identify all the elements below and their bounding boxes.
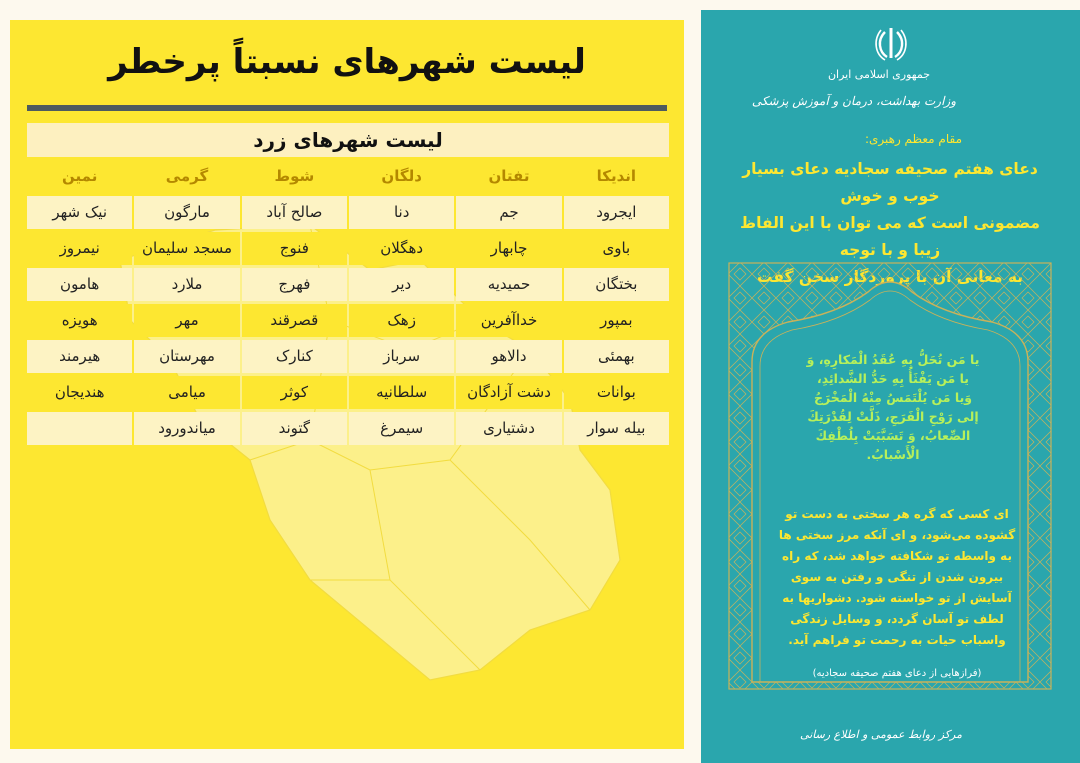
city-cell: جم <box>456 196 561 229</box>
quote-line: مضمونی است که می توان با این الفاظ زیبا و با توجه <box>740 214 1040 259</box>
city-cell: بمپور <box>564 304 669 337</box>
prayer-source: (فرازهایی از دعای هفتم صحیفه سجادیه) <box>812 668 982 679</box>
city-cell: بهمئی <box>564 340 669 373</box>
city-header-cell: اندیکا <box>596 167 637 185</box>
city-cell: ایجرود <box>564 196 669 229</box>
city-cell: مهرستان <box>134 340 239 373</box>
arabic-line: الْأَسْبابُ. <box>866 447 920 462</box>
city-cell <box>27 412 132 445</box>
leader-label: مقام معظم رهبری: <box>864 132 962 146</box>
persian-line: گشوده می‌شود، و ای آنکه مرز سختی ها <box>778 528 1016 542</box>
table-row <box>27 340 669 373</box>
city-cell: هیرمند <box>27 340 132 373</box>
table-body <box>27 160 669 445</box>
iran-emblem-icon <box>871 24 911 64</box>
table-header-row <box>27 160 669 193</box>
footer-credit: مرکز روابط عمومی و اطلاع رسانی <box>800 728 962 741</box>
title-divider <box>27 105 667 111</box>
table-row <box>27 232 669 265</box>
table-row <box>27 196 669 229</box>
city-cell: میاندورود <box>134 412 239 445</box>
city-cell: مارگون <box>134 196 239 229</box>
ministry-line-1: جمهوری اسلامی ایران <box>827 68 930 81</box>
table-row <box>27 304 669 337</box>
city-cell: ملارد <box>134 268 239 301</box>
city-cell: بوانات <box>564 376 669 409</box>
persian-translation <box>763 504 1031 651</box>
city-cell: نیمروز <box>27 232 132 265</box>
yellow-cities-panel <box>10 20 684 749</box>
city-cell: زهک <box>349 304 454 337</box>
city-cell: سیمرغ <box>349 412 454 445</box>
city-header-cell: گرمی <box>165 167 209 185</box>
city-cell: بختگان <box>564 268 669 301</box>
city-cell: خداآفرین <box>456 304 561 337</box>
city-cell: هامون <box>27 268 132 301</box>
city-cell: سرباز <box>349 340 454 373</box>
city-cell: فهرج <box>242 268 347 301</box>
city-cell: چابهار <box>456 232 561 265</box>
city-cell: صالح آباد <box>242 196 347 229</box>
city-cell: فنوج <box>242 232 347 265</box>
city-header-cell: تفتان <box>488 167 530 185</box>
persian-line: آسایش از تو خواسته شود. دشواریها به <box>782 591 1012 605</box>
city-cell: بیله سوار <box>564 412 669 445</box>
prayer-panel <box>701 10 1080 763</box>
arabic-line: یا مَن یَفْثَأُ بِهِ حَدُّ الشَّدائِدِ، <box>817 371 969 386</box>
persian-line: لطف تو آسان گردد، و وسایل زندگی <box>790 612 1004 626</box>
city-header-cell: دلگان <box>381 167 422 185</box>
persian-line: بیرون شدن از تنگی و رفتن به سوی <box>790 570 1004 584</box>
city-cell: نیک شهر <box>27 196 132 229</box>
ministry-line-2: وزارت بهداشت، درمان و آموزش پزشکی <box>751 94 956 108</box>
city-cell: کوثر <box>242 376 347 409</box>
city-cell: کنارک <box>242 340 347 373</box>
city-cell: دیر <box>349 268 454 301</box>
table-row <box>27 412 669 445</box>
city-cell: باوی <box>564 232 669 265</box>
city-cell: هندیجان <box>27 376 132 409</box>
yellow-cities-table <box>27 123 669 445</box>
persian-line: ای کسی که گره هر سختی به دست تو <box>785 507 1009 521</box>
city-cell: سلطانیه <box>349 376 454 409</box>
persian-line: به واسطه تو شکافته خواهد شد، که راه <box>782 549 1012 563</box>
table-row <box>27 376 669 409</box>
city-cell: حمیدیه <box>456 268 561 301</box>
city-header-cell: شوط <box>274 167 315 185</box>
table-heading: لیست شهرهای زرد <box>27 123 669 157</box>
city-cell: مسجد سلیمان <box>134 232 239 265</box>
city-cell: دشتیاری <box>456 412 561 445</box>
city-cell: دهگلان <box>349 232 454 265</box>
city-header-cell: نمین <box>62 167 98 185</box>
persian-line: واسباب حیات به رحمت تو فراهم آید. <box>788 633 1006 647</box>
city-cell: دنا <box>349 196 454 229</box>
table-row <box>27 268 669 301</box>
city-cell: دشت آزادگان <box>456 376 561 409</box>
city-cell: مهر <box>134 304 239 337</box>
city-cell: میامی <box>134 376 239 409</box>
quote-line: دعای هفتم صحیفه سجادیه دعای بسیار خوب و خوش <box>742 160 1038 205</box>
arabic-line: یا مَن تُحَلُّ بِهِ عُقَدُ الْمَكارِهِ، وَ <box>806 352 980 367</box>
city-cell: دالاهو <box>456 340 561 373</box>
arabic-line: إلی رَوْحِ الْفَرَجِ، ذَلَّتْ لِقُدْرَتِكَ <box>807 409 979 424</box>
main-title: لیست شهرهای نسبتاً پرخطر <box>108 42 586 82</box>
arabic-line: وَیا مَن یُلْتَمَسُ مِنْهُ الْمَخْرَجُ <box>813 390 973 405</box>
city-cell: گتوند <box>242 412 347 445</box>
city-cell: هویزه <box>27 304 132 337</box>
city-cell: قصرقند <box>242 304 347 337</box>
arabic-line: الصِّعابُ، وَ تَسَبَّبَتْ بِلُطْفِكَ <box>815 428 971 443</box>
arabic-prayer <box>773 350 1013 464</box>
